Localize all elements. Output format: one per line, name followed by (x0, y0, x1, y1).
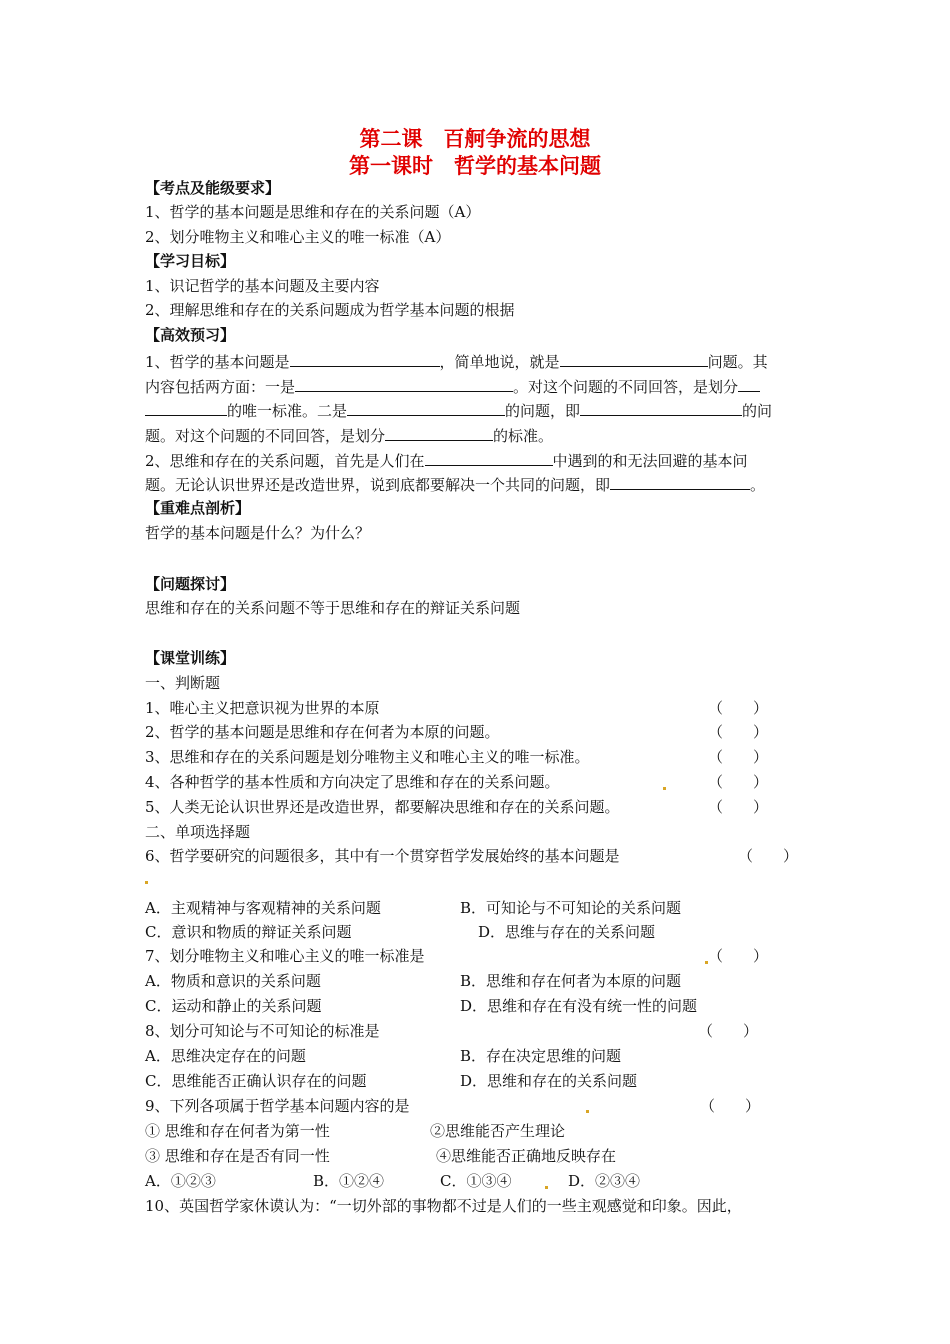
q7-option-b: B．思维和存在何者为本原的问题 (460, 972, 682, 990)
choice-question-8: 8、划分可知论与不可知论的标准是 (145, 1022, 380, 1040)
blank-field[interactable] (560, 350, 708, 367)
blank-field[interactable] (385, 424, 493, 441)
section-heading-kaodian: 【考点及能级要求】 (145, 179, 281, 197)
judge-question-4: 4、各种哲学的基本性质和方向决定了思维和存在的关系问题。 (145, 773, 560, 791)
part-choice-heading: 二、单项选择题 (145, 823, 251, 841)
stray-mark (145, 881, 148, 884)
judge-question-5: 5、人类无论认识世界还是改造世界，都要解决思维和存在的关系问题。 (145, 798, 620, 816)
zhongnan-question: 哲学的基本问题是什么？为什么？ (145, 524, 371, 542)
blank-field[interactable] (738, 375, 760, 392)
answer-parentheses[interactable]: （ ） (708, 748, 769, 766)
blank-field[interactable] (347, 399, 505, 416)
stray-mark (586, 1110, 589, 1113)
blank-field[interactable] (580, 399, 742, 416)
section-heading-zhongnan: 【重难点剖析】 (145, 499, 251, 517)
q9-statement-4: ④思维能否正确地反映存在 (436, 1147, 617, 1165)
q6-option-b: B．可知论与不可知论的关系问题 (460, 899, 682, 917)
q9-option-b: B．①②④ (313, 1172, 385, 1190)
kaodian-item-2: 2、划分唯物主义和唯心主义的唯一标准（A） (145, 228, 451, 246)
q8-option-c: C．思维能否正确认识存在的问题 (145, 1072, 367, 1090)
blank-field[interactable] (145, 399, 227, 416)
judge-question-1: 1、唯心主义把意识视为世界的本原 (145, 699, 380, 717)
q9-option-d: D．②③④ (568, 1172, 641, 1190)
section-heading-tantao: 【问题探讨】 (145, 575, 236, 593)
q7-option-c: C．运动和静止的关系问题 (145, 997, 322, 1015)
tantao-topic: 思维和存在的关系问题不等于思维和存在的辩证关系问题 (145, 599, 521, 617)
blank-field[interactable] (610, 473, 750, 490)
q9-option-c: C．①③④ (440, 1172, 512, 1190)
q9-statement-2: ②思维能否产生理论 (430, 1122, 566, 1140)
yuxi-line-1: 1、哲学的基本问题是 ，简单地说，就是 问题。其 (145, 350, 768, 372)
answer-parentheses[interactable]: （ ） (698, 1022, 759, 1040)
answer-parentheses[interactable]: （ ） (708, 699, 769, 717)
section-heading-xunlian: 【课堂训练】 (145, 649, 236, 667)
q8-option-d: D．思维和存在的关系问题 (460, 1072, 638, 1090)
choice-question-7: 7、划分唯物主义和唯心主义的唯一标准是 (145, 947, 425, 965)
yuxi-line-3: 的唯一标准。二是 的问题，即 的问 (145, 399, 772, 421)
blank-field[interactable] (425, 449, 553, 466)
part-judgement-heading: 一、判断题 (145, 674, 221, 692)
yuxi-line-5: 2、思维和存在的关系问题，首先是人们在 中遇到的和无法回避的基本问 (145, 449, 748, 471)
judge-question-3: 3、思维和存在的关系问题是划分唯物主义和唯心主义的唯一标准。 (145, 748, 590, 766)
mubiao-item-1: 1、识记哲学的基本问题及主要内容 (145, 277, 380, 295)
q7-option-d: D．思维和存在有没有统一性的问题 (460, 997, 698, 1015)
section-heading-yuxi: 【高效预习】 (145, 326, 236, 344)
q6-option-c: C．意识和物质的辩证关系问题 (145, 923, 352, 941)
answer-parentheses[interactable]: （ ） (708, 773, 769, 791)
q8-option-b: B．存在决定思维的问题 (460, 1047, 622, 1065)
answer-parentheses[interactable]: （ ） (738, 847, 799, 865)
lesson-title: 第二课 百舸争流的思想 (359, 126, 591, 151)
lesson-subtitle: 第一课时 哲学的基本问题 (349, 153, 601, 178)
q9-option-a: A．①②③ (145, 1172, 216, 1190)
answer-parentheses[interactable]: （ ） (708, 798, 769, 816)
mubiao-item-2: 2、理解思维和存在的关系问题成为哲学基本问题的根据 (145, 301, 515, 319)
answer-parentheses[interactable]: （ ） (708, 947, 769, 965)
yuxi-line-6: 题。无论认识世界还是改造世界，说到底都要解决一个共同的问题，即 。 (145, 473, 765, 495)
q9-statement-1: ① 思维和存在何者为第一性 (145, 1122, 330, 1140)
q9-statement-3: ③ 思维和存在是否有同一性 (145, 1147, 330, 1165)
blank-field[interactable] (295, 375, 513, 392)
q7-option-a: A．物质和意识的关系问题 (145, 972, 321, 990)
choice-question-10: 10、英国哲学家休谟认为：“一切外部的事物都不过是人们的一些主观感觉和印象。因此， (145, 1197, 742, 1215)
q6-option-d: D．思维与存在的关系问题 (478, 923, 656, 941)
yuxi-line-4: 题。对这个问题的不同回答，是划分 的标准。 (145, 424, 553, 446)
choice-question-6: 6、哲学要研究的问题很多，其中有一个贯穿哲学发展始终的基本问题是 (145, 847, 620, 865)
kaodian-item-1: 1、哲学的基本问题是思维和存在的关系问题（A） (145, 203, 481, 221)
section-heading-mubiao: 【学习目标】 (145, 252, 236, 270)
choice-question-9: 9、下列各项属于哲学基本问题内容的是 (145, 1097, 410, 1115)
q8-option-a: A．思维决定存在的问题 (145, 1047, 306, 1065)
blank-field[interactable] (290, 350, 440, 367)
answer-parentheses[interactable]: （ ） (700, 1097, 761, 1115)
stray-mark (545, 1186, 548, 1189)
q6-option-a: A．主观精神与客观精神的关系问题 (145, 899, 381, 917)
answer-parentheses[interactable]: （ ） (708, 723, 769, 741)
yuxi-line-2: 内容包括两方面：一是 。对这个问题的不同回答，是划分 (145, 375, 760, 397)
stray-mark (663, 787, 666, 790)
judge-question-2: 2、哲学的基本问题是思维和存在何者为本原的问题。 (145, 723, 500, 741)
stray-mark (705, 961, 708, 964)
